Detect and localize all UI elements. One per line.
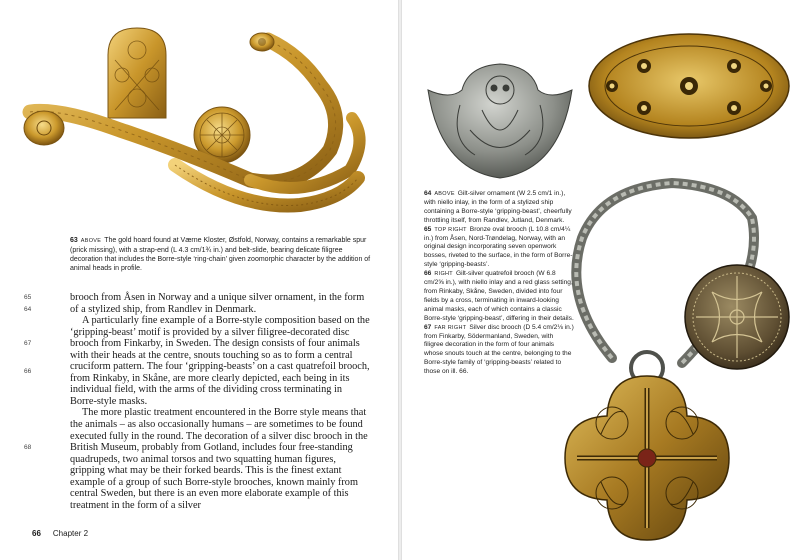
page-number: 66: [32, 529, 41, 538]
margin-ref: 64: [24, 306, 32, 313]
left-page: [0, 0, 398, 560]
caption-number: 63: [70, 237, 78, 244]
caption-number: 66: [424, 270, 432, 278]
caption-text: Silver disc brooch (D 5.4 cm/2⅛ in.) from Finkarby, Södermanland, Sweden, with filigree decoration in the form of four animals whose snouts touch at the centre, belonging to the Borre-style family of ‘gripping-beasts’ related to those on ill. 66.: [424, 323, 574, 376]
caption-position: ABOVE: [434, 191, 455, 197]
folio: [32, 529, 88, 538]
gold-hoard-image: [0, 0, 398, 240]
chapter-label: Chapter 2: [52, 529, 89, 538]
paragraph: The more plastic treatment encountered in the Borre style means that the animals – as also occasionally humans – are sometimes to be found executed fully in the round. The decoration of a silver disc brooch in the British Museum, probably from Gotland, includes four free-standing quadrupeds, two animal torsos and two squatting human figures, gripping what may be their forked beards. This is the finest extant example of a group of such Borre-style brooches, known mainly from central Sweden, but there is an even more elaborate example of this treatment in the form of a silver: [70, 407, 368, 511]
margin-ref: 65: [24, 294, 32, 301]
caption-67: [424, 324, 574, 377]
caption-number: 64: [424, 190, 432, 197]
caption-text: The gold hoard found at Værne Kloster, Østfold, Norway, contains a remarkable spur (prick missing), with a strap-end (L 4.3 cm/1¾ in.) and belt-slide, bearing delicate filigree decoration that includes the Borre-style ‘ring-chain’ given zoomorphic character by the addition of animal heads in profile.: [70, 237, 371, 272]
caption-position: ABOVE: [80, 238, 102, 244]
margin-ref: 68: [24, 444, 32, 451]
right-page: [402, 0, 800, 560]
caption-64: [424, 190, 574, 226]
figure-63-caption: [70, 236, 375, 273]
caption-position: FAR RIGHT: [434, 324, 467, 331]
paragraph: brooch from Åsen in Norway and a unique silver ornament, in the form of a stylized ship, from Randlev in Denmark.: [70, 292, 365, 315]
caption-text: Bronze oval brooch (L 10.8 cm/4¼ in.) from Åsen, Nord-Trøndelag, Norway, with an original design incorporating seven openwork bosses, riveted to the surface, in the form of Borre-style ‘gripping-beasts’.: [424, 225, 573, 269]
caption-text: Gilt-silver ornament (W 2.5 cm/1 in.), with niello inlay, in the form of a stylized ship containing a Borre-style ‘gripping-beast’, cheerfully throttling itself, from Randlev, Jutland, Denmark.: [424, 190, 572, 224]
caption-position: RIGHT: [434, 271, 453, 278]
oval-brooch-image: [584, 28, 798, 148]
margin-ref: 66: [24, 368, 32, 375]
caption-number: 65: [424, 225, 432, 233]
caption-66: [424, 270, 574, 323]
disc-brooch-image: [682, 262, 792, 372]
caption-65: [424, 226, 574, 271]
figure-captions: [424, 190, 574, 377]
caption-text: Gilt-silver quatrefoil brooch (W 6.8 cm/2⅝ in.), with niello inlay and a red glass setting, from Rinkaby, Skåne, Sweden, divided into four fields by a cross, terminating in inward-looking animal masks, each of which contains a classic Borre-style ‘gripping-beast’, differing in their details.: [424, 270, 574, 322]
margin-ref: 67: [24, 340, 32, 347]
caption-number: 67: [424, 323, 432, 331]
caption-position: TOP RIGHT: [434, 226, 467, 233]
paragraph: A particularly fine example of a Borre-style composition based on the ‘gripping-beast’ motif is provided by a silver filigree-decorated disc brooch from Finkarby, in Sweden. The design consists of four animals with their heads at the centre, snouts touching so as to form a central cruciform pattern. The four ‘gripping-beasts’ on a cast quatrefoil brooch, from Rinkaby, in Skåne, are more clearly depicted, each being in its individual field, with the arms of the dividing cross terminating in Borre-style masks.: [70, 315, 370, 407]
body-text: [70, 292, 370, 511]
